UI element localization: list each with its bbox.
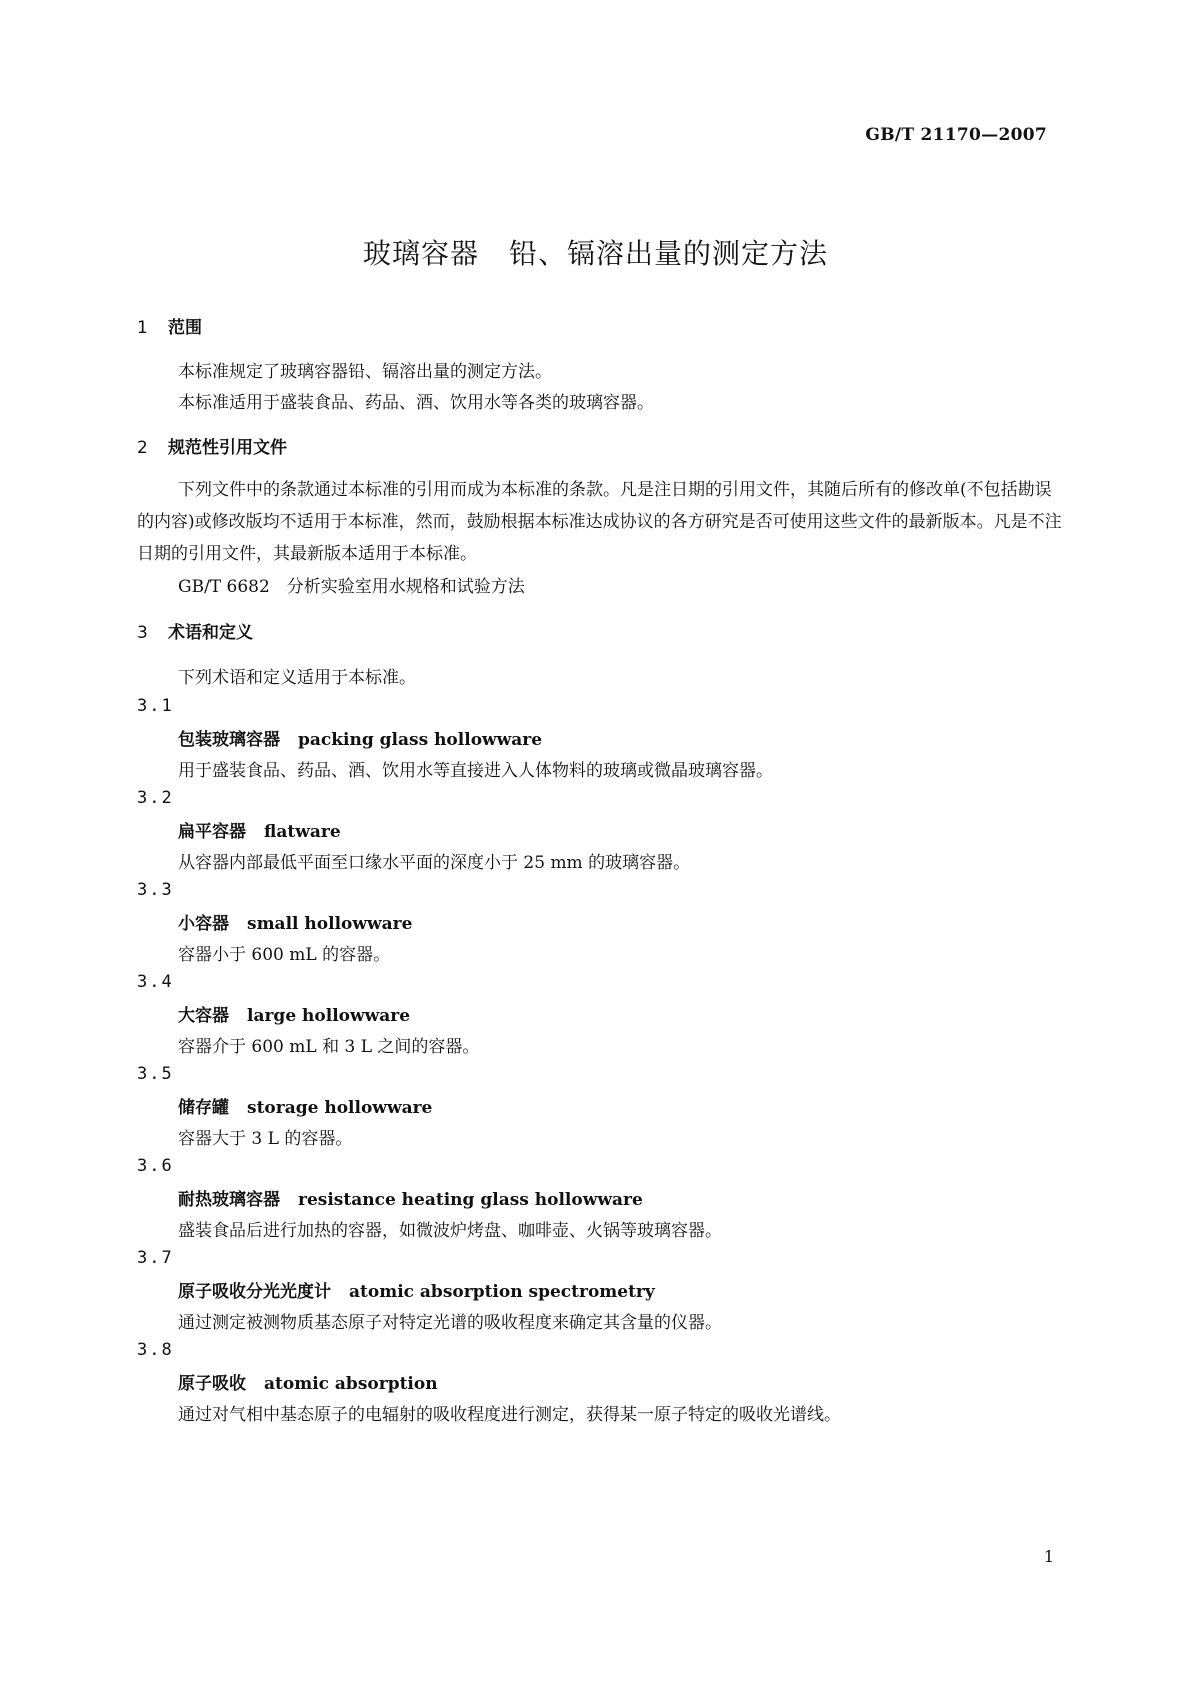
term-number: 3.6 xyxy=(137,1156,174,1176)
term-chinese: 原子吸收分光光度计 xyxy=(178,1282,331,1302)
term-definition: 通过对气相中基态原子的电辐射的吸收程度进行测定，获得某一原子特定的吸收光谱线。 xyxy=(178,1405,841,1425)
term-definition: 通过测定被测物质基态原子对特定光谱的吸收程度来确定其含量的仪器。 xyxy=(178,1313,722,1333)
section-number: 1 xyxy=(137,318,148,338)
section-number: 2 xyxy=(137,438,148,458)
term-chinese: 小容器 xyxy=(178,914,229,934)
section-title: 范围 xyxy=(168,318,202,338)
document-title xyxy=(0,232,1191,272)
section-3-heading xyxy=(137,618,253,643)
term-chinese: 包装玻璃容器 xyxy=(178,730,280,750)
standard-code: GB/T 21170—2007 xyxy=(865,125,1047,145)
normative-reference: GB/T 6682 分析实验室用水规格和试验方法 xyxy=(178,577,525,597)
term-heading xyxy=(178,1001,410,1026)
term-chinese: 扁平容器 xyxy=(178,822,246,842)
term-heading xyxy=(178,817,341,842)
section-1-paragraph-1: 本标准规定了玻璃容器铅、镉溶出量的测定方法。 xyxy=(178,362,552,382)
section-3-intro: 下列术语和定义适用于本标准。 xyxy=(178,668,416,688)
term-number: 3.1 xyxy=(137,696,174,716)
term-heading xyxy=(178,725,542,750)
section-1-paragraph-2: 本标准适用于盛装食品、药品、酒、饮用水等各类的玻璃容器。 xyxy=(178,393,654,413)
section-1-heading xyxy=(137,313,202,338)
term-english: large hollowware xyxy=(247,1006,411,1026)
term-chinese: 大容器 xyxy=(178,1006,229,1026)
term-number: 3.8 xyxy=(137,1340,174,1360)
page-number: 1 xyxy=(1043,1547,1054,1566)
term-number: 3.7 xyxy=(137,1248,174,1268)
term-english: storage hollowware xyxy=(247,1098,433,1118)
term-number: 3.4 xyxy=(137,972,174,992)
term-number: 3.5 xyxy=(137,1064,174,1084)
term-heading xyxy=(178,1185,643,1210)
term-heading xyxy=(178,1369,438,1394)
term-definition: 用于盛装食品、药品、酒、饮用水等直接进入人体物料的玻璃或微晶玻璃容器。 xyxy=(178,761,773,781)
section-title: 术语和定义 xyxy=(168,623,253,643)
term-english: small hollowware xyxy=(247,914,413,934)
term-heading xyxy=(178,1093,432,1118)
term-definition: 容器小于 600 mL 的容器。 xyxy=(178,945,391,965)
section-title: 规范性引用文件 xyxy=(168,438,287,458)
term-english: atomic absorption xyxy=(264,1374,438,1394)
term-english: packing glass hollowware xyxy=(298,730,543,750)
term-english: atomic absorption spectrometry xyxy=(349,1282,655,1302)
term-heading xyxy=(178,1277,655,1302)
term-chinese: 储存罐 xyxy=(178,1098,229,1118)
term-definition: 容器大于 3 L 的容器。 xyxy=(178,1129,353,1149)
section-2-heading xyxy=(137,433,287,458)
term-number: 3.3 xyxy=(137,880,174,900)
term-chinese: 耐热玻璃容器 xyxy=(178,1190,280,1210)
term-english: flatware xyxy=(264,822,341,842)
section-2-paragraph: 下列文件中的条款通过本标准的引用而成为本标准的条款。凡是注日期的引用文件，其随后所有的修改单(不包括勘误的内容)或修改版均不适用于本标准，然而，鼓励根据本标准达成协议的各方研究是否可使用这些文件的最新版本。凡是不注日期的引用文件，其最新版本适用于本标准。 xyxy=(137,480,1062,564)
title-part-2: 铅、镉溶出量的测定方法 xyxy=(509,237,829,270)
term-definition: 盛装食品后进行加热的容器，如微波炉烤盘、咖啡壶、火锅等玻璃容器。 xyxy=(178,1221,722,1241)
term-english: resistance heating glass hollowware xyxy=(298,1190,643,1210)
term-chinese: 原子吸收 xyxy=(178,1374,246,1394)
term-definition: 从容器内部最低平面至口缘水平面的深度小于 25 mm 的玻璃容器。 xyxy=(178,853,691,873)
term-heading xyxy=(178,909,412,934)
title-part-1: 玻璃容器 xyxy=(362,237,479,270)
section-number: 3 xyxy=(137,623,148,643)
term-definition: 容器介于 600 mL 和 3 L 之间的容器。 xyxy=(178,1037,480,1057)
term-number: 3.2 xyxy=(137,788,174,808)
